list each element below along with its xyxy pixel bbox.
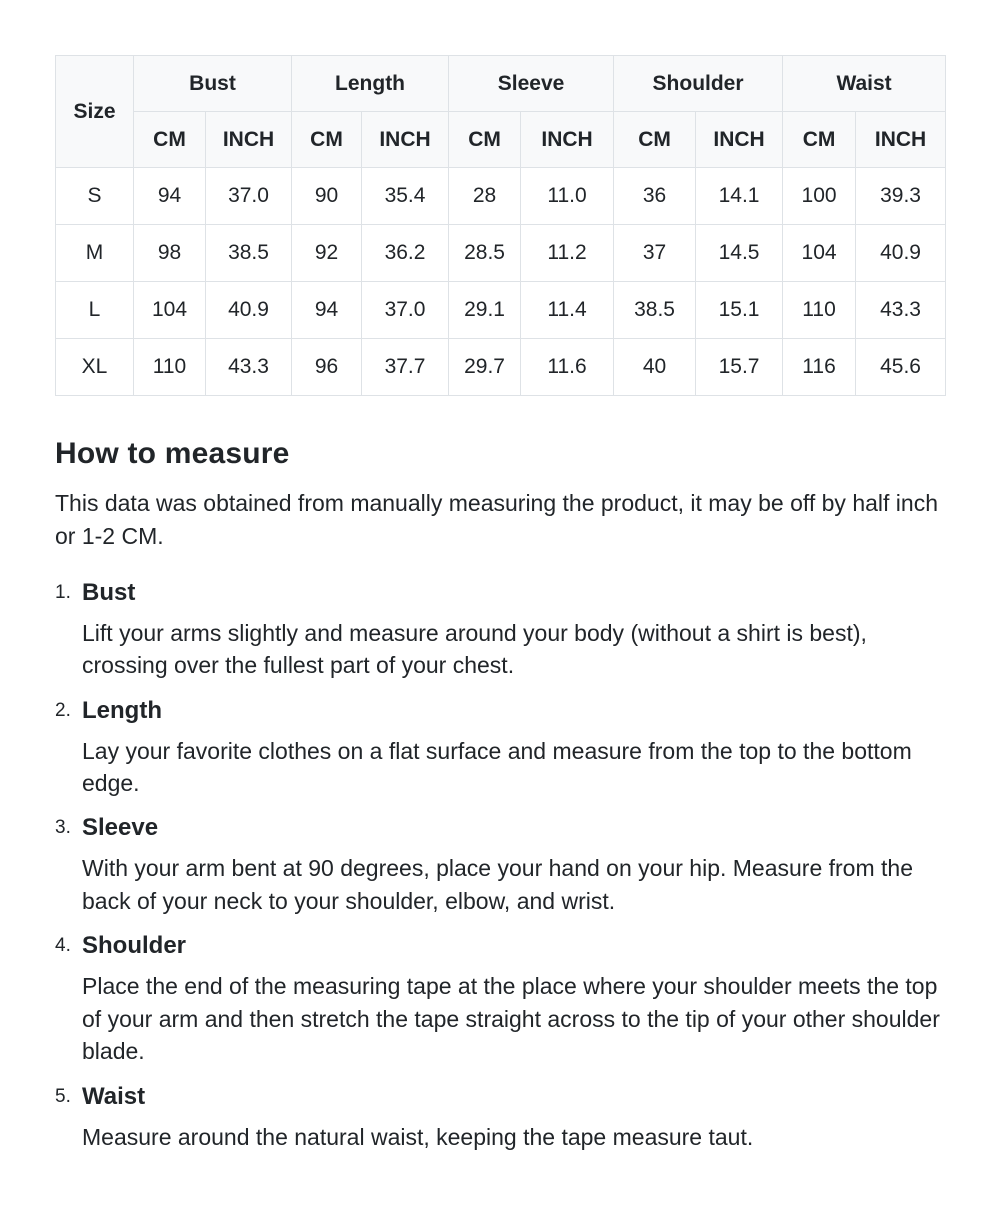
step-item-shoulder <box>55 930 945 1067</box>
column-group-header-length: Length <box>292 56 449 112</box>
step-term: Waist <box>82 1082 146 1110</box>
step-number: 2. <box>55 699 71 721</box>
table-unit-header-row <box>56 112 946 168</box>
unit-header-sleeve-cm: CM <box>449 112 521 168</box>
step-item-length <box>55 695 945 800</box>
value-cell: 40.9 <box>856 225 946 282</box>
value-cell: 116 <box>783 339 856 396</box>
size-cell: L <box>56 282 134 339</box>
value-cell: 43.3 <box>206 339 292 396</box>
value-cell: 39.3 <box>856 168 946 225</box>
value-cell: 104 <box>783 225 856 282</box>
value-cell: 98 <box>134 225 206 282</box>
value-cell: 11.6 <box>521 339 614 396</box>
value-cell: 110 <box>783 282 856 339</box>
measure-steps-list <box>55 577 945 1153</box>
size-row-s <box>56 168 946 225</box>
unit-header-length-cm: CM <box>292 112 362 168</box>
value-cell: 11.2 <box>521 225 614 282</box>
step-description: Lift your arms slightly and measure around your body (without a shirt is best), crossing over the fullest part of your chest. <box>82 619 867 679</box>
value-cell: 100 <box>783 168 856 225</box>
how-to-measure-heading: How to measure <box>55 437 290 470</box>
size-chart-table <box>55 55 946 396</box>
unit-header-waist-inch: INCH <box>856 112 946 168</box>
value-cell: 38.5 <box>206 225 292 282</box>
step-number: 1. <box>55 581 71 603</box>
value-cell: 15.7 <box>696 339 783 396</box>
value-cell: 90 <box>292 168 362 225</box>
value-cell: 29.7 <box>449 339 521 396</box>
value-cell: 94 <box>292 282 362 339</box>
value-cell: 37.0 <box>362 282 449 339</box>
table-group-header-row <box>56 56 946 112</box>
value-cell: 15.1 <box>696 282 783 339</box>
unit-header-waist-cm: CM <box>783 112 856 168</box>
value-cell: 110 <box>134 339 206 396</box>
step-description: With your arm bent at 90 degrees, place your hand on your hip. Measure from the back of your neck to your shoulder, elbow, and wrist. <box>82 855 913 914</box>
value-cell: 37 <box>614 225 696 282</box>
value-cell: 40 <box>614 339 696 396</box>
step-term: Shoulder <box>82 932 187 960</box>
value-cell: 11.4 <box>521 282 614 339</box>
unit-header-bust-inch: INCH <box>206 112 292 168</box>
value-cell: 104 <box>134 282 206 339</box>
value-cell: 45.6 <box>856 339 946 396</box>
size-row-m <box>56 225 946 282</box>
value-cell: 36.2 <box>362 225 449 282</box>
step-term: Bust <box>82 578 136 606</box>
step-number: 4. <box>55 935 71 957</box>
step-item-waist <box>55 1081 945 1153</box>
step-number: 3. <box>55 817 71 839</box>
unit-header-bust-cm: CM <box>134 112 206 168</box>
column-group-header-bust: Bust <box>134 56 292 112</box>
step-item-bust <box>55 577 945 682</box>
value-cell: 14.1 <box>696 168 783 225</box>
value-cell: 94 <box>134 168 206 225</box>
value-cell: 38.5 <box>614 282 696 339</box>
column-group-header-waist: Waist <box>783 56 946 112</box>
size-cell: S <box>56 168 134 225</box>
table-corner-header: Size <box>56 56 134 168</box>
unit-header-length-inch: INCH <box>362 112 449 168</box>
step-item-sleeve <box>55 812 945 917</box>
intro-paragraph: This data was obtained from manually measuring the product, it may be off by half inch or 1-2 CM. <box>55 490 938 549</box>
value-cell: 14.5 <box>696 225 783 282</box>
size-cell: XL <box>56 339 134 396</box>
step-number: 5. <box>55 1085 71 1107</box>
value-cell: 36 <box>614 168 696 225</box>
step-description: Place the end of the measuring tape at the place where your shoulder meets the top of your arm and then stretch the tape straight across to the tip of your other shoulder blade. <box>82 973 940 1065</box>
value-cell: 37.7 <box>362 339 449 396</box>
value-cell: 28.5 <box>449 225 521 282</box>
value-cell: 11.0 <box>521 168 614 225</box>
step-term: Length <box>82 696 162 724</box>
size-row-xl <box>56 339 946 396</box>
value-cell: 40.9 <box>206 282 292 339</box>
column-group-header-sleeve: Sleeve <box>449 56 614 112</box>
size-row-l <box>56 282 946 339</box>
value-cell: 29.1 <box>449 282 521 339</box>
step-description: Measure around the natural waist, keeping the tape measure taut. <box>82 1123 754 1150</box>
size-cell: M <box>56 225 134 282</box>
value-cell: 37.0 <box>206 168 292 225</box>
value-cell: 43.3 <box>856 282 946 339</box>
column-group-header-shoulder: Shoulder <box>614 56 783 112</box>
step-term: Sleeve <box>82 814 159 842</box>
unit-header-shoulder-cm: CM <box>614 112 696 168</box>
unit-header-shoulder-inch: INCH <box>696 112 783 168</box>
step-description: Lay your favorite clothes on a flat surface and measure from the top to the bottom edge. <box>82 737 912 797</box>
value-cell: 92 <box>292 225 362 282</box>
value-cell: 28 <box>449 168 521 225</box>
value-cell: 96 <box>292 339 362 396</box>
value-cell: 35.4 <box>362 168 449 225</box>
unit-header-sleeve-inch: INCH <box>521 112 614 168</box>
